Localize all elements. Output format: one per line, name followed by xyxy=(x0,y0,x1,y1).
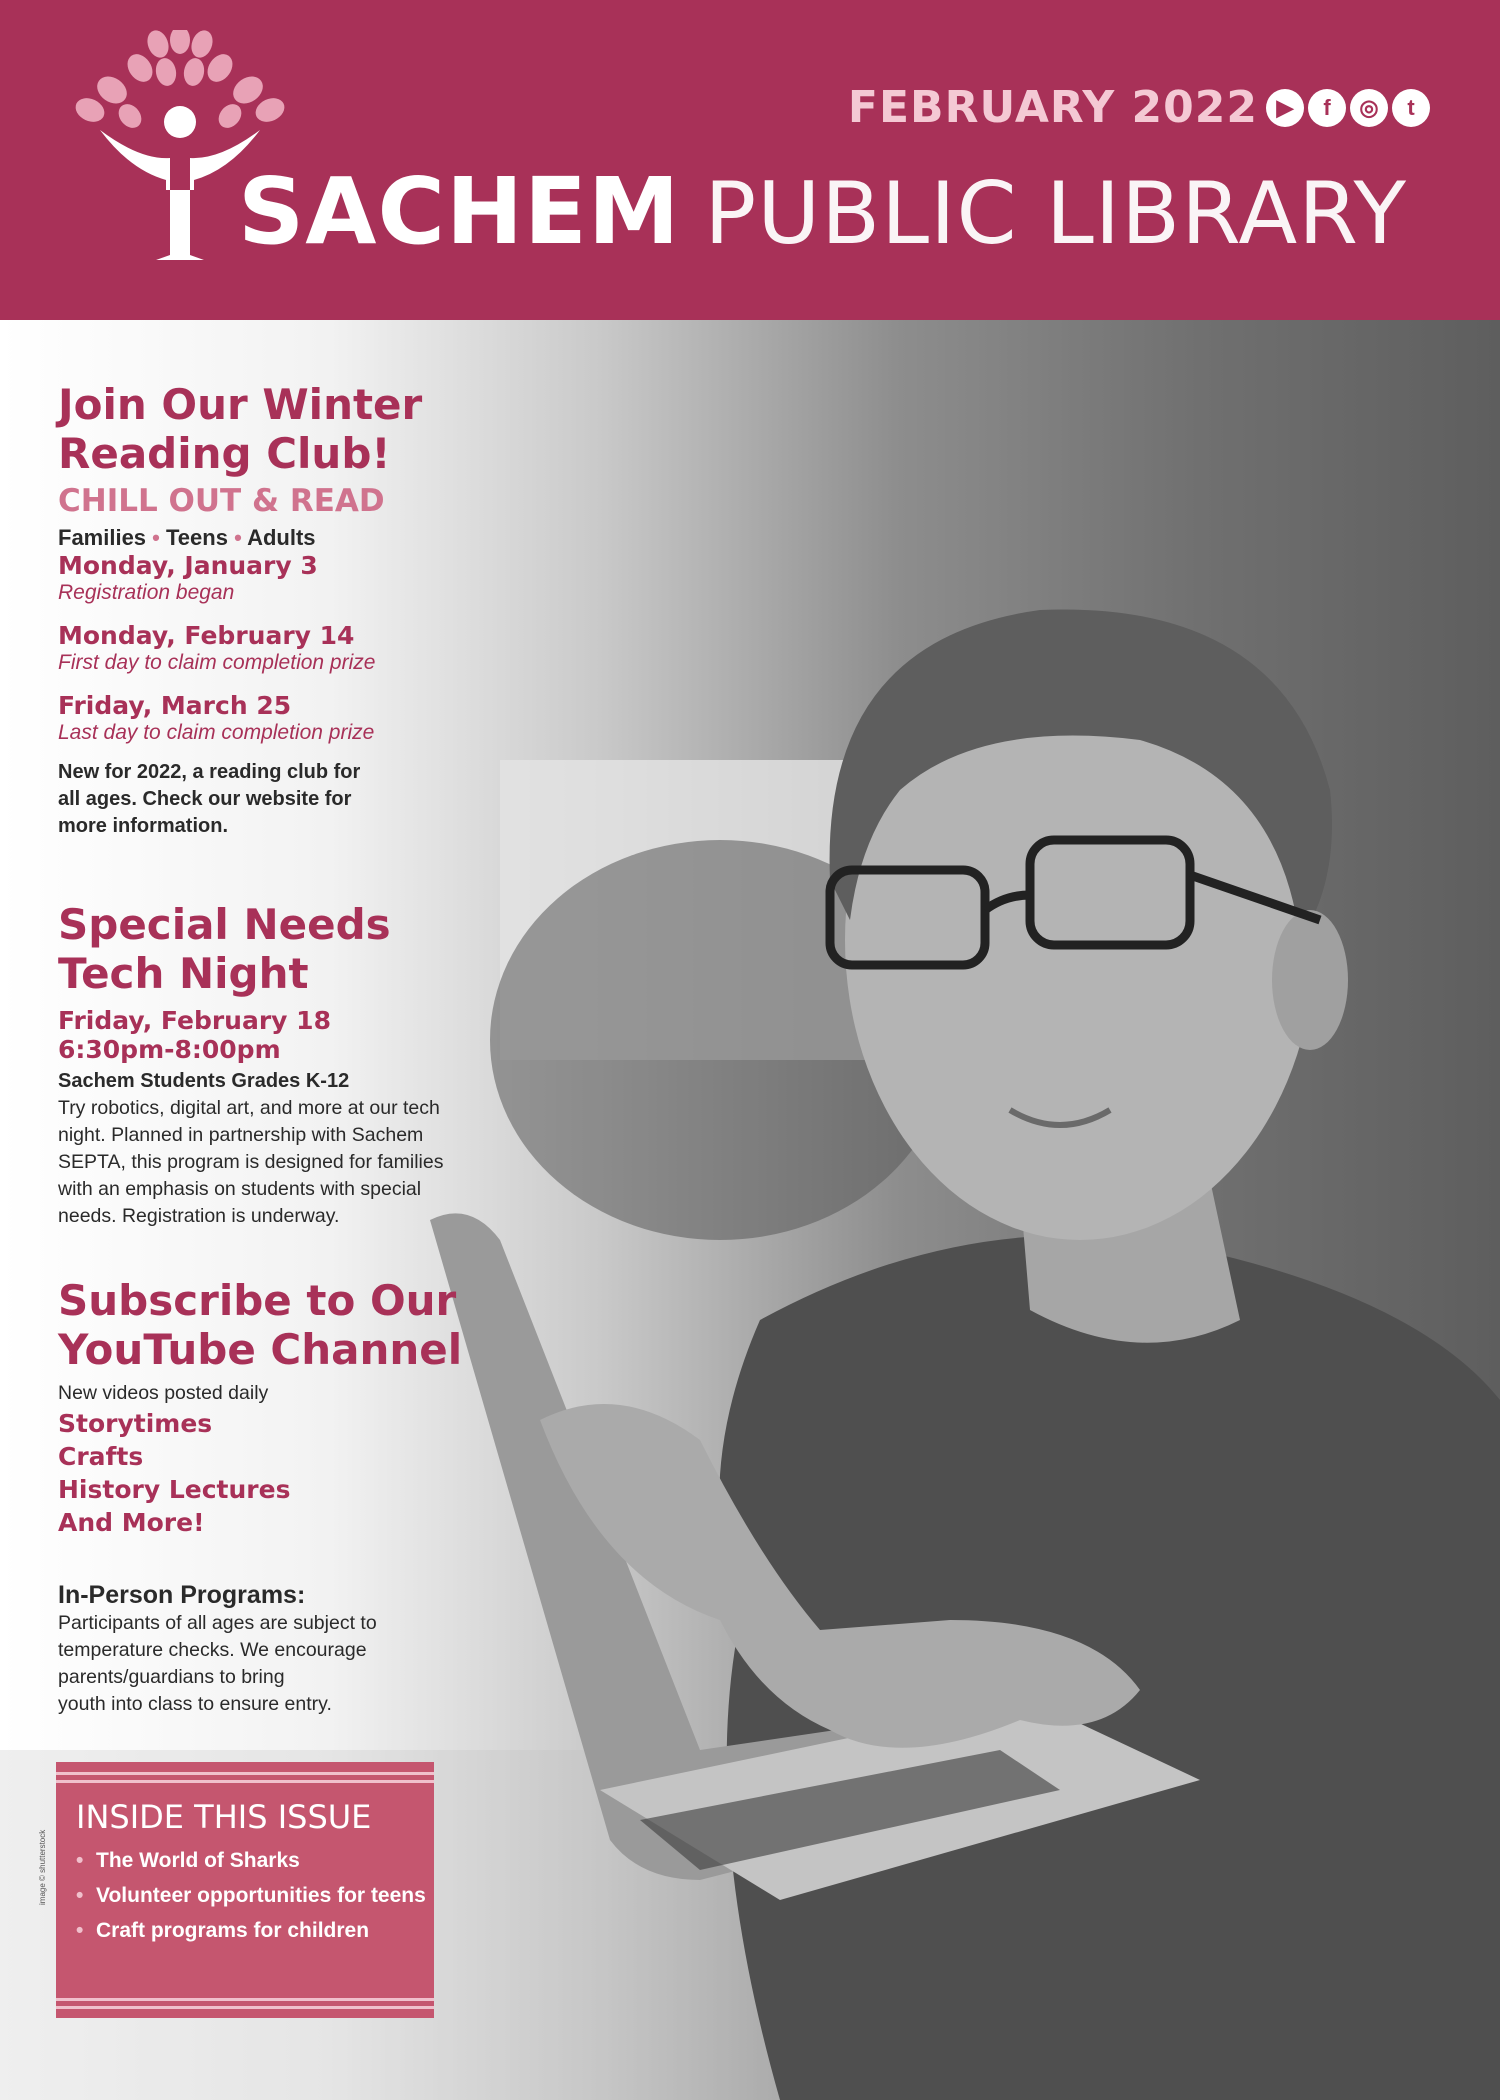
description-line: all ages. Check our website for xyxy=(58,788,352,810)
youtube-item-storytimes[interactable]: Storytimes xyxy=(58,1409,213,1438)
divider xyxy=(56,1780,434,1783)
inside-issue-list xyxy=(76,1848,426,1953)
reading-club-section xyxy=(58,380,498,840)
youtube-item-and-more[interactable]: And More! xyxy=(58,1508,205,1537)
youtube-icon[interactable]: ▶ xyxy=(1266,89,1304,127)
tech-night-title-line2: Tech Night xyxy=(58,949,309,998)
date-label: Monday, January 3 xyxy=(58,551,318,580)
bullet-separator: • xyxy=(152,525,160,550)
masthead xyxy=(0,0,1500,320)
bullet-separator: • xyxy=(234,525,242,550)
in-person-body-line: parents/guardians to bring xyxy=(58,1666,285,1688)
youtube-subtitle: New videos posted daily xyxy=(58,1382,269,1404)
tech-night-title-line1: Special Needs xyxy=(58,900,391,949)
reading-club-date-2 xyxy=(58,621,498,675)
list-item: • The World of Sharks xyxy=(76,1848,426,1874)
library-name xyxy=(238,158,1407,265)
issue-date-line xyxy=(848,82,1430,133)
youtube-section xyxy=(58,1276,538,1539)
instagram-icon[interactable]: ◎ xyxy=(1350,89,1388,127)
in-person-heading: In-Person Programs: xyxy=(58,1581,306,1609)
divider xyxy=(56,1998,434,2001)
date-note: First day to claim completion prize xyxy=(58,651,376,674)
divider xyxy=(56,1772,434,1775)
youtube-item-crafts[interactable]: Crafts xyxy=(58,1442,144,1471)
reading-club-date-3 xyxy=(58,691,498,745)
list-item: • Craft programs for children xyxy=(76,1918,426,1944)
facebook-icon[interactable]: f xyxy=(1308,89,1346,127)
tech-night-audience: Sachem Students Grades K-12 xyxy=(58,1070,350,1092)
reading-club-audience xyxy=(58,524,498,551)
in-person-body-line: youth into class to ensure entry. xyxy=(58,1693,332,1715)
reading-club-date-1 xyxy=(58,551,498,605)
inside-this-issue-title: INSIDE THIS ISSUE xyxy=(76,1798,372,1836)
tech-night-body-line: night. Planned in partnership with Sachem xyxy=(58,1124,424,1146)
date-note: Registration began xyxy=(58,581,235,604)
youtube-title-line2: YouTube Channel xyxy=(58,1325,463,1374)
tech-night-date: Friday, February 18 xyxy=(58,1006,331,1035)
tech-night-body-line: Try robotics, digital art, and more at our tech xyxy=(58,1097,440,1119)
reading-club-title-line1: Join Our Winter xyxy=(58,380,423,429)
description-line: more information. xyxy=(58,815,229,837)
in-person-body-line: temperature checks. We encourage xyxy=(58,1639,367,1661)
youtube-item-history-lectures[interactable]: History Lectures xyxy=(58,1475,291,1504)
in-person-body-line: Participants of all ages are subject to xyxy=(58,1612,377,1634)
photo-credit: image © shutterstock xyxy=(38,1829,47,1905)
date-label: Friday, March 25 xyxy=(58,691,292,720)
date-note: Last day to claim completion prize xyxy=(58,721,375,744)
audience-adults: Adults xyxy=(247,525,316,550)
library-name-bold: SACHEM xyxy=(238,158,681,265)
description-line: New for 2022, a reading club for xyxy=(58,761,361,783)
in-person-section xyxy=(58,1580,498,1718)
youtube-title-line1: Subscribe to Our xyxy=(58,1276,457,1325)
audience-families: Families xyxy=(58,525,147,550)
reading-club-description xyxy=(58,759,498,840)
inside-this-issue-box xyxy=(56,1762,434,2018)
twitter-icon[interactable]: t xyxy=(1392,89,1430,127)
tech-night-section xyxy=(58,900,498,1230)
issue-date: FEBRUARY 2022 xyxy=(847,82,1258,133)
tech-night-body-line: with an emphasis on students with special xyxy=(58,1178,422,1200)
tech-night-body-line: SEPTA, this program is designed for families xyxy=(58,1151,444,1173)
divider xyxy=(56,2006,434,2009)
audience-teens: Teens xyxy=(166,525,228,550)
reading-club-title-line2: Reading Club! xyxy=(58,429,391,478)
list-item: • Volunteer opportunities for teens xyxy=(76,1883,426,1909)
tech-night-body-line: needs. Registration is underway. xyxy=(58,1205,340,1227)
reading-club-tagline: CHILL OUT & READ xyxy=(58,483,385,519)
date-label: Monday, February 14 xyxy=(58,621,355,650)
library-name-light: PUBLIC LIBRARY xyxy=(704,164,1408,264)
tech-night-time: 6:30pm-8:00pm xyxy=(58,1035,281,1064)
social-links xyxy=(1266,89,1430,127)
